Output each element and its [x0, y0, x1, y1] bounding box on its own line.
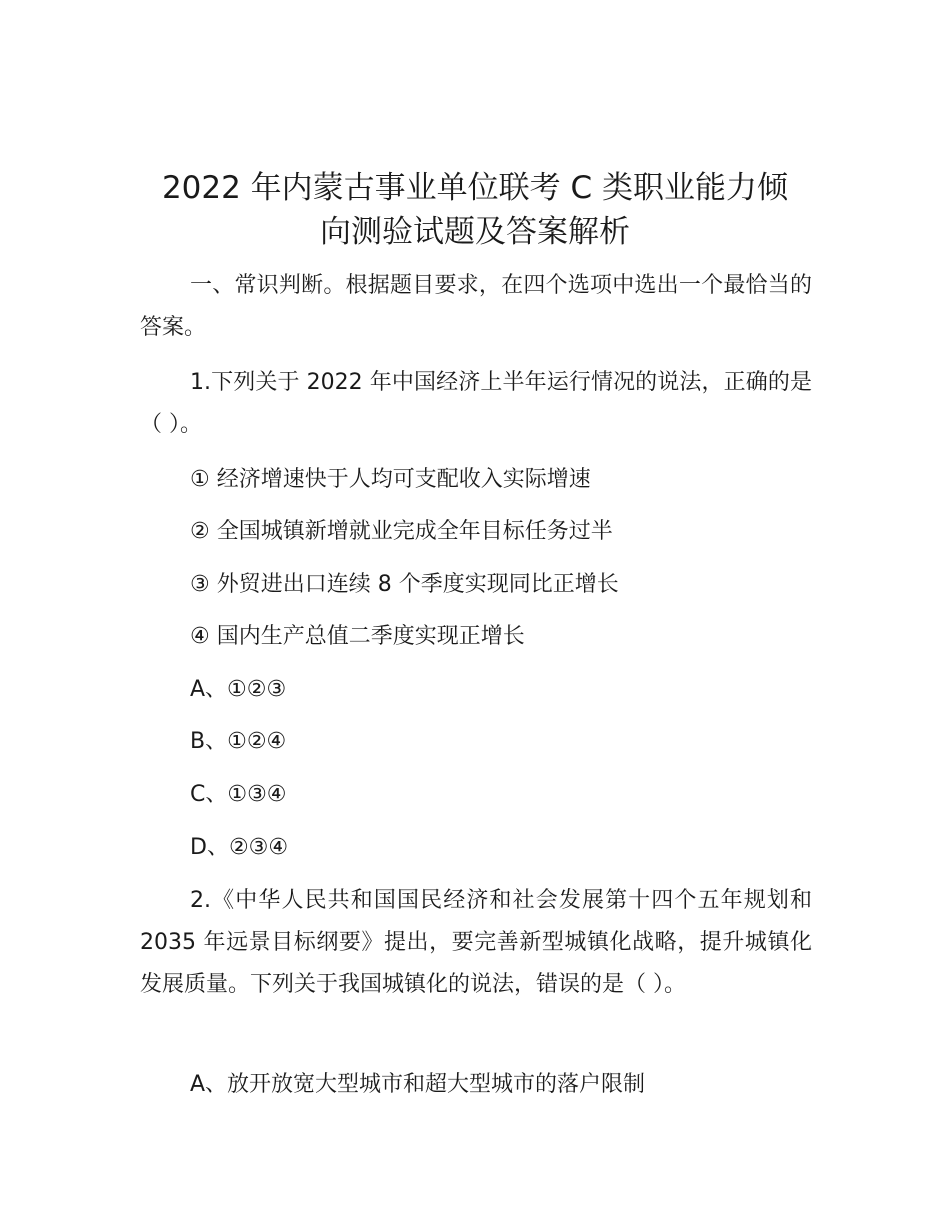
question-1-option-c: C、①③④	[190, 782, 287, 807]
question-1-statement-3: ③ 外贸进出口连续 8 个季度实现同比正增长	[190, 572, 619, 597]
question-1-statement-2: ② 全国城镇新增就业完成全年目标任务过半	[190, 519, 613, 544]
question-2-option-a: A、放开放宽大型城市和超大型城市的落户限制	[190, 1072, 646, 1097]
question-1-option-b: B、①②④	[190, 729, 287, 754]
question-1-option-a: A、①②③	[190, 677, 287, 702]
section-heading: 一、常识判断。根据题目要求，在四个选项中选出一个最恰当的答案。	[140, 273, 812, 340]
title-line-1: 2022 年内蒙古事业单位联考 C 类职业能力倾	[161, 170, 789, 206]
document-title	[140, 166, 810, 254]
question-2-stem: 2.《中华人民共和国国民经济和社会发展第十四个五年规划和 2035 年远景目标纲要》提出，要完善新型城镇化战略，提升城镇化发展质量。下列关于我国城镇化的说法，错误的是（ ）。	[140, 888, 812, 997]
title-line-2: 向测验试题及答案解析	[320, 214, 630, 250]
question-1-statement-4: ④ 国内生产总值二季度实现正增长	[190, 624, 525, 649]
question-1-stem: 1.下列关于 2022 年中国经济上半年运行情况的说法，正确的是（ ）。	[140, 370, 812, 437]
question-1-statement-1: ① 经济增速快于人均可支配收入实际增速	[190, 467, 591, 492]
question-1-option-d: D、②③④	[190, 835, 289, 860]
